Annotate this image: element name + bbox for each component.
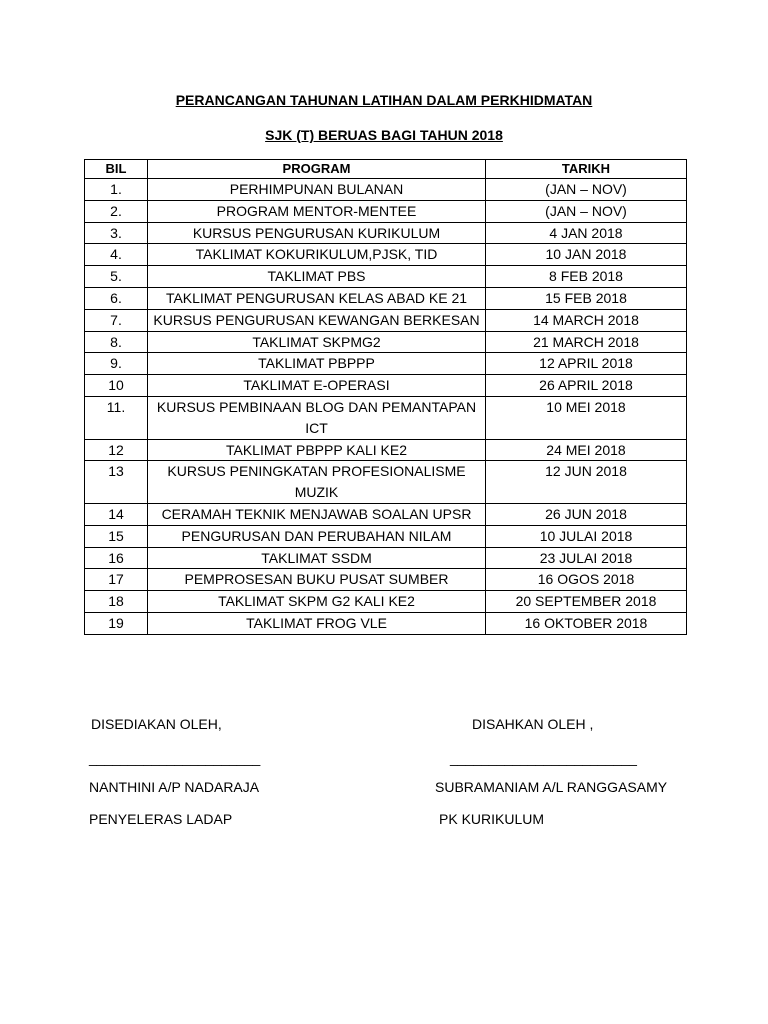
cell-bil: 8. bbox=[85, 331, 148, 353]
cell-tarikh: 24 MEI 2018 bbox=[486, 439, 687, 461]
training-plan-table bbox=[84, 159, 687, 635]
cell-program: PEMPROSESAN BUKU PUSAT SUMBER bbox=[148, 569, 486, 591]
table-row bbox=[85, 353, 687, 375]
cell-bil: 5. bbox=[85, 266, 148, 288]
cell-tarikh: 12 JUN 2018 bbox=[486, 461, 687, 504]
header-program: PROGRAM bbox=[148, 160, 486, 179]
table-row bbox=[85, 547, 687, 569]
cell-program: TAKLIMAT E-OPERASI bbox=[148, 375, 486, 397]
prepared-by-label: DISEDIAKAN OLEH, bbox=[91, 716, 222, 732]
table-row bbox=[85, 503, 687, 525]
cell-tarikh: 20 SEPTEMBER 2018 bbox=[486, 591, 687, 613]
cell-program: KURSUS PENINGKATAN PROFESIONALISME MUZIK bbox=[148, 461, 486, 504]
cell-program: TAKLIMAT PBPPP KALI KE2 bbox=[148, 439, 486, 461]
cell-bil: 12 bbox=[85, 439, 148, 461]
header-bil: BIL bbox=[85, 160, 148, 179]
cell-program: TAKLIMAT SSDM bbox=[148, 547, 486, 569]
table-row bbox=[85, 461, 687, 504]
table-row bbox=[85, 331, 687, 353]
cell-bil: 16 bbox=[85, 547, 148, 569]
cell-program: TAKLIMAT PBPPP bbox=[148, 353, 486, 375]
cell-bil: 6. bbox=[85, 287, 148, 309]
table-row bbox=[85, 396, 687, 439]
cell-bil: 2. bbox=[85, 200, 148, 222]
cell-tarikh: (JAN – NOV) bbox=[486, 179, 687, 201]
document-title: PERANCANGAN TAHUNAN LATIHAN DALAM PERKHIDMATAN bbox=[175, 92, 593, 108]
cell-bil: 7. bbox=[85, 309, 148, 331]
table-row bbox=[85, 569, 687, 591]
cell-tarikh: 16 OGOS 2018 bbox=[486, 569, 687, 591]
cell-tarikh: 14 MARCH 2018 bbox=[486, 309, 687, 331]
table-row bbox=[85, 287, 687, 309]
cell-tarikh: 10 JAN 2018 bbox=[486, 244, 687, 266]
cell-bil: 11. bbox=[85, 396, 148, 439]
cell-tarikh: 8 FEB 2018 bbox=[486, 266, 687, 288]
table-row bbox=[85, 612, 687, 634]
table-row bbox=[85, 525, 687, 547]
cell-tarikh: 16 OKTOBER 2018 bbox=[486, 612, 687, 634]
cell-tarikh: 10 JULAI 2018 bbox=[486, 525, 687, 547]
cell-program: TAKLIMAT SKPMG2 bbox=[148, 331, 486, 353]
cell-tarikh: 4 JAN 2018 bbox=[486, 222, 687, 244]
table-row bbox=[85, 200, 687, 222]
cell-tarikh: 26 JUN 2018 bbox=[486, 503, 687, 525]
cell-program: PENGURUSAN DAN PERUBAHAN NILAM bbox=[148, 525, 486, 547]
table-row bbox=[85, 222, 687, 244]
cell-bil: 9. bbox=[85, 353, 148, 375]
cell-bil: 18 bbox=[85, 591, 148, 613]
cell-bil: 13 bbox=[85, 461, 148, 504]
cell-program: TAKLIMAT SKPM G2 KALI KE2 bbox=[148, 591, 486, 613]
prepared-signature-line: ______________________ bbox=[89, 750, 261, 766]
prepared-by-role: PENYELERAS LADAP bbox=[89, 811, 233, 827]
cell-bil: 19 bbox=[85, 612, 148, 634]
cell-tarikh: 21 MARCH 2018 bbox=[486, 331, 687, 353]
cell-tarikh: 10 MEI 2018 bbox=[486, 396, 687, 439]
cell-program: TAKLIMAT PBS bbox=[148, 266, 486, 288]
table-row bbox=[85, 439, 687, 461]
cell-program: TAKLIMAT FROG VLE bbox=[148, 612, 486, 634]
approved-by-label: DISAHKAN OLEH , bbox=[472, 716, 594, 732]
cell-bil: 15 bbox=[85, 525, 148, 547]
table-body bbox=[85, 179, 687, 635]
cell-program: KURSUS PENGURUSAN KURIKULUM bbox=[148, 222, 486, 244]
cell-bil: 14 bbox=[85, 503, 148, 525]
cell-tarikh: 26 APRIL 2018 bbox=[486, 375, 687, 397]
cell-program: TAKLIMAT PENGURUSAN KELAS ABAD KE 21 bbox=[148, 287, 486, 309]
table-header-row bbox=[85, 160, 687, 179]
cell-bil: 10 bbox=[85, 375, 148, 397]
table-row bbox=[85, 179, 687, 201]
prepared-by-name: NANTHINI A/P NADARAJA bbox=[89, 779, 260, 795]
approved-signature-line: ________________________ bbox=[450, 750, 637, 766]
cell-bil: 17 bbox=[85, 569, 148, 591]
approved-by-name: SUBRAMANIAM A/L RANGGASAMY bbox=[435, 779, 668, 795]
cell-bil: 4. bbox=[85, 244, 148, 266]
cell-tarikh: 12 APRIL 2018 bbox=[486, 353, 687, 375]
cell-program: KURSUS PENGURUSAN KEWANGAN BERKESAN bbox=[148, 309, 486, 331]
document-subtitle: SJK (T) BERUAS BAGI TAHUN 2018 bbox=[265, 127, 503, 143]
table-row bbox=[85, 266, 687, 288]
approved-by-role: PK KURIKULUM bbox=[439, 811, 545, 827]
cell-bil: 3. bbox=[85, 222, 148, 244]
cell-tarikh: 15 FEB 2018 bbox=[486, 287, 687, 309]
cell-program: PERHIMPUNAN BULANAN bbox=[148, 179, 486, 201]
cell-program: CERAMAH TEKNIK MENJAWAB SOALAN UPSR bbox=[148, 503, 486, 525]
cell-tarikh: (JAN – NOV) bbox=[486, 200, 687, 222]
table-row bbox=[85, 375, 687, 397]
table-row bbox=[85, 591, 687, 613]
cell-tarikh: 23 JULAI 2018 bbox=[486, 547, 687, 569]
table-row bbox=[85, 309, 687, 331]
cell-bil: 1. bbox=[85, 179, 148, 201]
cell-program: KURSUS PEMBINAAN BLOG DAN PEMANTAPAN ICT bbox=[148, 396, 486, 439]
cell-program: TAKLIMAT KOKURIKULUM,PJSK, TID bbox=[148, 244, 486, 266]
cell-program: PROGRAM MENTOR-MENTEE bbox=[148, 200, 486, 222]
table-row bbox=[85, 244, 687, 266]
header-tarikh: TARIKH bbox=[486, 160, 687, 179]
